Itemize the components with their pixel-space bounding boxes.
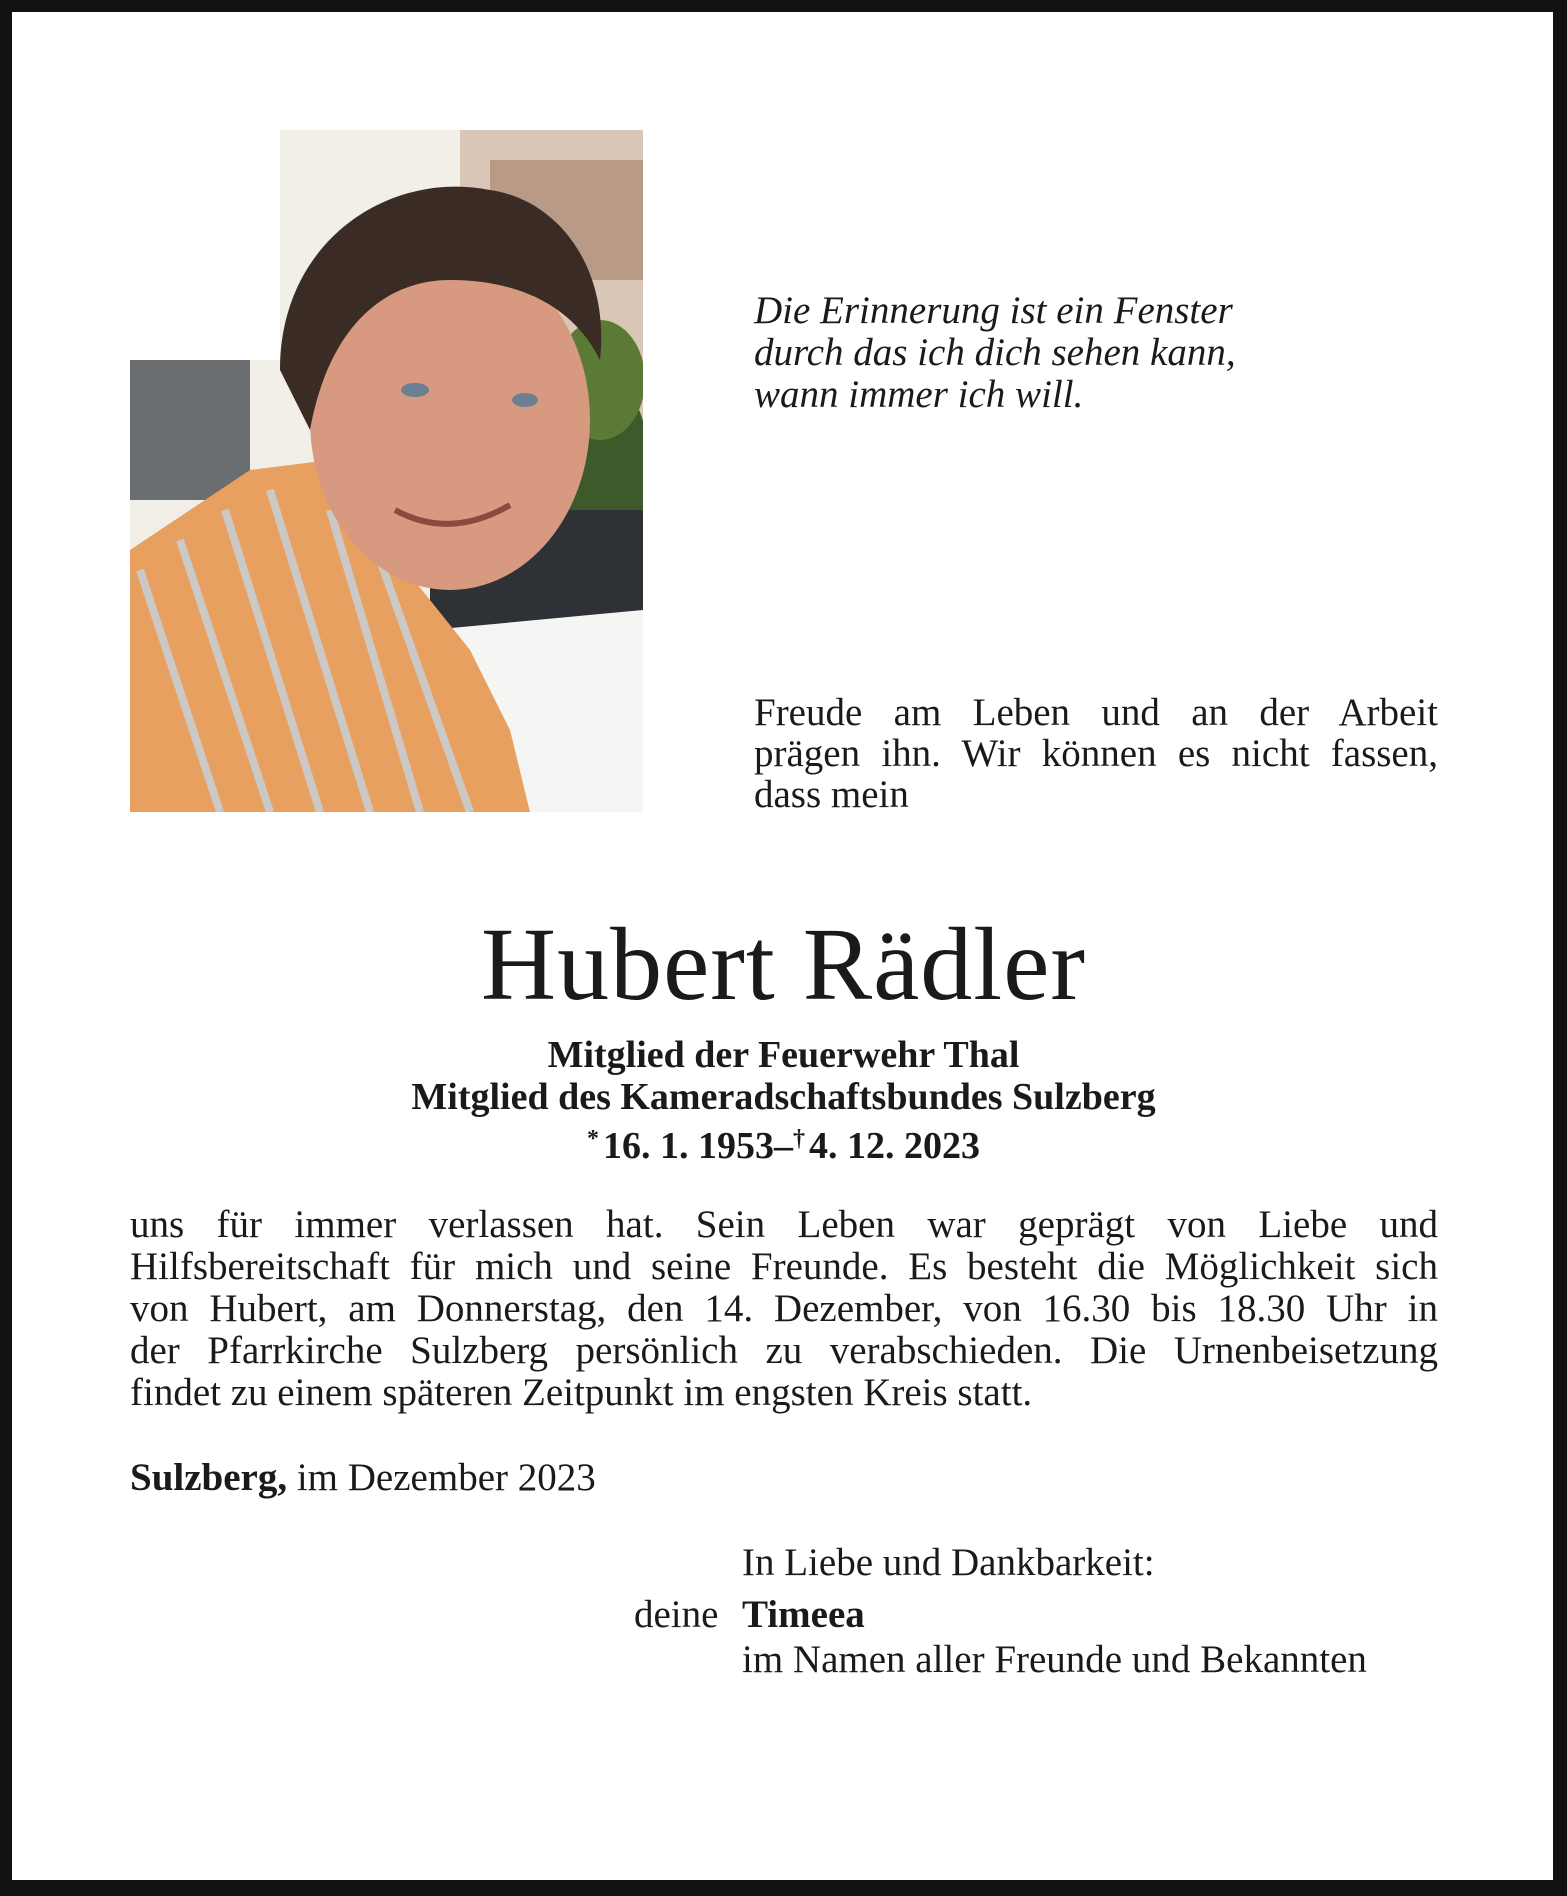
- portrait-photo: [130, 130, 643, 812]
- deceased-name: Hubert Rädler: [480, 907, 1086, 1022]
- body-paragraph: [130, 1204, 1438, 1414]
- role-line: Mitglied des Kameradschaftsbundes Sulzberg: [411, 1076, 1156, 1118]
- intro-line: dass mein: [754, 773, 909, 816]
- birth-symbol: *: [587, 1126, 599, 1152]
- body-line: von Hubert, am Donnerstag, den 14. Dezember, von 16.30 bis 18.30 Uhr in: [130, 1287, 1438, 1330]
- intro-text: [754, 692, 1438, 815]
- signer-prefix: deine: [634, 1593, 719, 1636]
- role-line: Mitglied der Feuerwehr Thal: [547, 1034, 1020, 1076]
- intro-line: Freude am Leben und an der Arbeit: [754, 691, 1438, 734]
- closing-greeting: In Liebe und Dankbarkeit:: [742, 1541, 1155, 1584]
- place-date: [130, 1456, 596, 1500]
- signer-name: Timeea: [742, 1593, 865, 1636]
- body-line: Hilfsbereitschaft für mich und seine Freunde. Es besteht die Möglichkeit sich: [130, 1245, 1438, 1288]
- deceased-details: [0, 1034, 1567, 1167]
- quote-line: durch das ich dich sehen kann,: [754, 331, 1236, 374]
- body-line: findet zu einem späteren Zeitpunkt im engsten Kreis statt.: [130, 1371, 1033, 1414]
- memorial-quote: [754, 290, 1454, 416]
- quote-line: Die Erinnerung ist ein Fenster: [754, 289, 1233, 332]
- place-city: Sulzberg,: [130, 1456, 288, 1499]
- death-symbol: †: [793, 1126, 805, 1152]
- signer-on-behalf: im Namen aller Freunde und Bekannten: [742, 1638, 1367, 1681]
- place-month: im Dezember 2023: [296, 1456, 596, 1499]
- birth-date: 16. 1. 1953: [603, 1125, 774, 1167]
- quote-line: wann immer ich will.: [754, 373, 1084, 416]
- intro-line: prägen ihn. Wir können es nicht fassen,: [754, 732, 1438, 775]
- body-line: der Pfarrkirche Sulzberg persönlich zu verabschieden. Die Urnenbeisetzung: [130, 1329, 1438, 1372]
- death-date: 4. 12. 2023: [809, 1125, 980, 1167]
- life-dates: [587, 1118, 980, 1167]
- body-line: uns für immer verlassen hat. Sein Leben war geprägt von Liebe und: [130, 1203, 1438, 1246]
- date-separator: –: [774, 1125, 793, 1167]
